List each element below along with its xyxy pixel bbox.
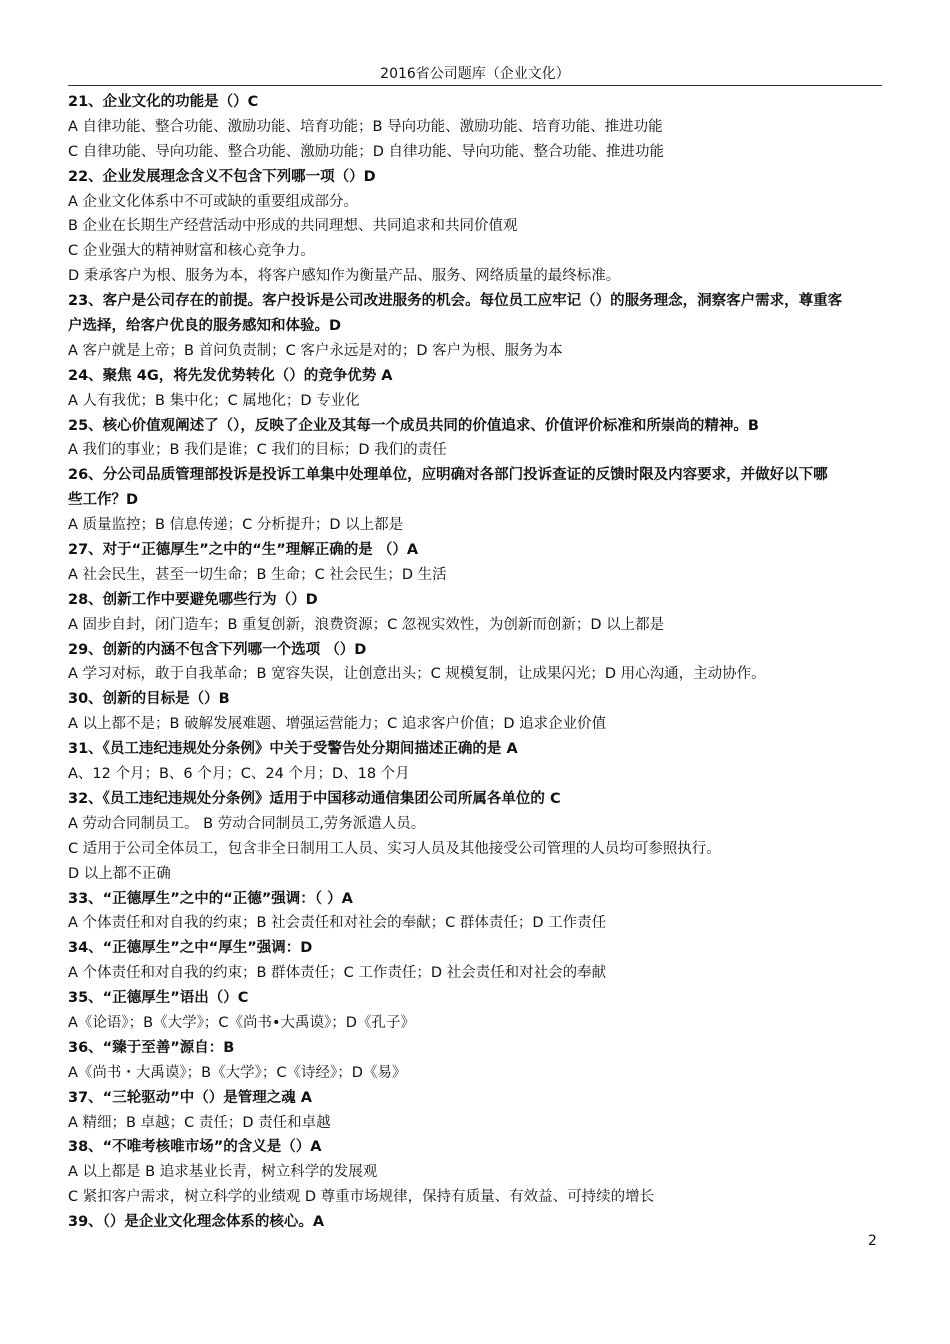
answer-options-line: A 自律功能、整合功能、激励功能、培育功能；B 导向功能、激励功能、培育功能、推进功能 — [68, 118, 663, 135]
question-line: 34、“正德厚生”之中“厚生”强调：D — [68, 940, 313, 957]
answer-options-line: A 个体责任和对自我的约束；B 社会责任和对社会的奉献；C 群体责任；D 工作责任 — [68, 915, 607, 932]
question-line: 21、企业文化的功能是（）C — [68, 94, 259, 110]
answer-options-line: A 质量监控；B 信息传递；C 分析提升；D 以上都是 — [68, 517, 404, 534]
question-line: 户选择，给客户优良的服务感知和体验。D — [68, 318, 342, 335]
answer-options-line: A 企业文化体系中不可或缺的重要组成部分。 — [68, 193, 359, 210]
answer-options-line: A 精细；B 卓越；C 责任；D 责任和卓越 — [68, 1114, 331, 1131]
answer-options-line: A 固步自封，闭门造车；B 重复创新，浪费资源；C 忽视实效性，为创新而创新；D 以上都是 — [68, 616, 665, 633]
question-line: 23、客户是公司存在的前提。客户投诉是公司改进服务的机会。每位员工应牢记（）的服务理念，洞察客户需求，尊重客 — [68, 293, 843, 310]
question-line: 36、“臻于至善”源自：B — [68, 1039, 235, 1056]
question-line: 37、“三轮驱动”中（）是管理之魂 A — [68, 1089, 313, 1106]
question-line: 25、核心价值观阐述了（），反映了企业及其每一个成员共同的价值追求、价值评价标准和所崇尚的精神。B — [68, 417, 759, 434]
answer-options-line: D 秉承客户为根、服务为本，将客户感知作为衡量产品、服务、网络质量的最终标准。 — [68, 268, 621, 285]
question-line: 31、《员工违纪违规处分条例》中关于受警告处分期间描述正确的是 A — [68, 741, 518, 758]
question-line: 24、聚焦 4G，将先发优势转化（）的竞争优势 A — [68, 367, 393, 384]
page-header-title: 2016省公司题库（企业文化） — [380, 66, 570, 82]
answer-options-line: A 个体责任和对自我的约束；B 群体责任；C 工作责任；D 社会责任和对社会的奉献 — [68, 965, 607, 982]
question-line: 28、创新工作中要避免哪些行为（）D — [68, 591, 318, 608]
answer-options-line: C 适用于公司全体员工，包含非全日制用工人员、实习人员及其他接受公司管理的人员均可参照执行。 — [68, 840, 721, 857]
question-line: 些工作？D — [68, 492, 139, 509]
question-line: 30、创新的目标是（）B — [68, 691, 230, 708]
answer-options-line: A 学习对标，敢于自我革命；B 宽容失误，让创意出头；C 规模复制，让成果闪光；D 用心沟通，主动协作。 — [68, 666, 766, 683]
answer-options-line: A、12 个月；B、6 个月；C、24 个月；D、18 个月 — [68, 766, 410, 783]
answer-options-line: A 以上都不是；B 破解发展难题、增强运营能力；C 追求客户价值；D 追求企业价值 — [68, 716, 607, 733]
question-line: 32、《员工违纪违规处分条例》适用于中国移动通信集团公司所属各单位的 C — [68, 790, 561, 807]
question-line: 39、（）是企业文化理念体系的核心。A — [68, 1214, 325, 1231]
question-line: 22、企业发展理念含义不包含下列哪一项（）D — [68, 168, 376, 185]
answer-options-line: A 我们的事业；B 我们是谁；C 我们的目标；D 我们的责任 — [68, 442, 447, 459]
question-line: 33、“正德厚生”之中的“正德”强调：（ ）A — [68, 890, 353, 907]
answer-options-line: A《论语》；B《大学》；C《尚书•大禹谟》；D《孔子》 — [68, 1014, 415, 1031]
question-line: 35、“正德厚生”语出（）C — [68, 990, 249, 1007]
answer-options-line: A 以上都是 B 追求基业长青，树立科学的发展观 — [68, 1164, 378, 1181]
question-line: 29、创新的内涵不包含下列哪一个选项 （）D — [68, 641, 367, 658]
answer-options-line: A 客户就是上帝；B 首问负责制；C 客户永远是对的；D 客户为根、服务为本 — [68, 342, 563, 359]
answer-options-line: A 社会民生，甚至一切生命；B 生命；C 社会民生；D 生活 — [68, 566, 447, 583]
page-number: 2 — [868, 1233, 877, 1249]
question-line: 27、对于“正德厚生”之中的“生”理解正确的是 （）A — [68, 542, 419, 559]
answer-options-line: A《尚书・大禹谟》；B《大学》；C《诗经》；D《易》 — [68, 1064, 407, 1081]
answer-options-line: D 以上都不正确 — [68, 865, 171, 882]
question-line: 38、“不唯考核唯市场”的含义是（）A — [68, 1139, 322, 1156]
answer-options-line: B 企业在长期生产经营活动中形成的共同理想、共同追求和共同价值观 — [68, 218, 518, 235]
answer-options-line: C 紧扣客户需求，树立科学的业绩观 D 尊重市场规律，保持有质量、有效益、可持续的增长 — [68, 1189, 655, 1206]
header-divider — [68, 85, 882, 86]
answer-options-line: C 自律功能、导向功能、整合功能、激励功能；D 自律功能、导向功能、整合功能、推进功能 — [68, 143, 665, 160]
answer-options-line: C 企业强大的精神财富和核心竞争力。 — [68, 243, 315, 260]
question-list — [68, 90, 886, 1235]
answer-options-line: A 劳动合同制员工。 B 劳动合同制员工,劳务派遣人员。 — [68, 815, 426, 832]
question-line: 26、分公司品质管理部投诉是投诉工单集中处理单位，应明确对各部门投诉查证的反馈时限及内容要求，并做好以下哪 — [68, 467, 828, 484]
answer-options-line: A 人有我优；B 集中化；C 属地化；D 专业化 — [68, 392, 360, 409]
